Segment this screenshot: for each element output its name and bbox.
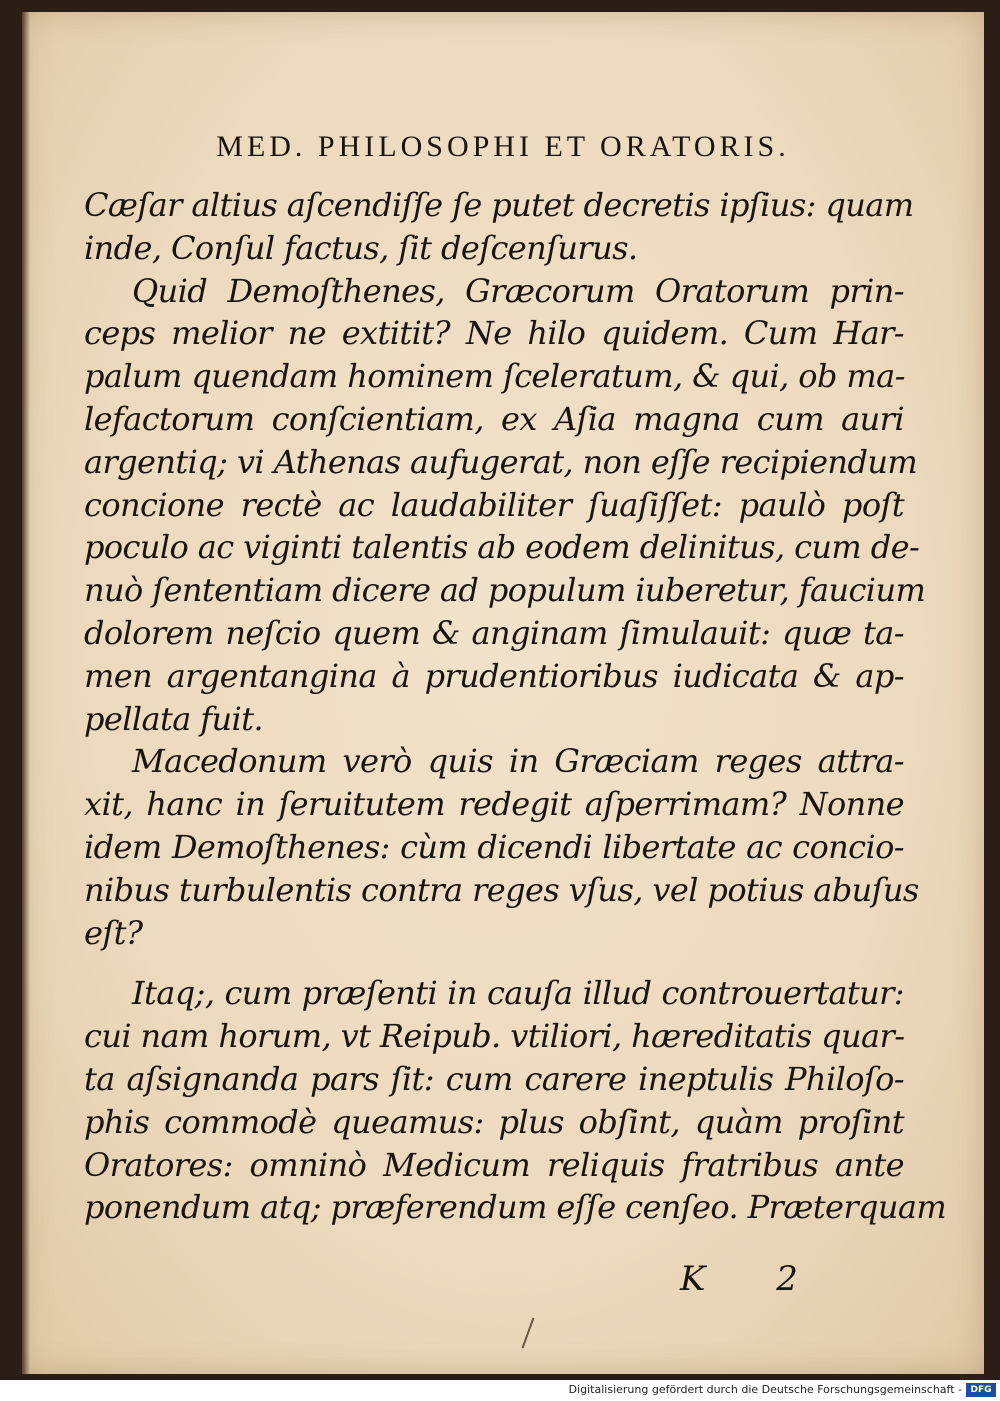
text-line: dolorem neſcio quem & anginam ſimulauit: quæ ta-: [84, 613, 904, 652]
text-line: ceps melior ne extitit? Ne hilo quidem. Cum Har-: [84, 314, 904, 353]
signature-mark: K 2: [680, 1259, 828, 1299]
ink-stroke: [522, 1318, 535, 1349]
text-line: inde, Conſul factus, ſit deſcenſurus.: [84, 228, 638, 267]
footer-credit: Digitalisierung gefördert durch die Deutsche Forschungsgemeinschaft -: [568, 1383, 962, 1396]
text-line: nuò ſententiam dicere ad populum iuberetur, faucium: [84, 571, 926, 610]
text-line: argentiq; vi Athenas aufugerat, non eſſe recipiendum: [84, 442, 918, 481]
text-line: idem Demoſthenes: cùm dicendi libertate ac concio-: [84, 827, 904, 866]
running-head: MED. PHILOSOPHI ET ORATORIS.: [216, 130, 790, 163]
book-page: [22, 12, 984, 1374]
text-line: ta aſsignanda pars ſit: cum carere ineptulis Philoſo-: [84, 1059, 904, 1098]
text-line: eſt?: [84, 913, 143, 952]
text-line: Itaq;, cum præſenti in cauſa illud controuertatur:: [132, 974, 904, 1013]
text-line: xit, hanc in ſeruitutem redegit aſperrimam? Nonne: [84, 785, 904, 824]
text-line: Macedonum verò quis in Græciam reges attra-: [132, 742, 904, 781]
text-line: Oratores: omninò Medicum reliquis fratribus ante: [84, 1145, 904, 1184]
dfg-logo-icon: DFG: [966, 1383, 996, 1397]
footer-bar: [0, 1380, 1000, 1401]
text-line: palum quendam hominem ſceleratum, & qui, ob ma-: [84, 357, 905, 396]
body-text: [84, 184, 947, 1229]
text-line: men argentangina à prudentioribus iudicata & ap-: [84, 656, 904, 695]
text-line: ponendum atq; præferendum eſſe cenſeo. Præterquam: [84, 1188, 947, 1227]
text-line: concione rectè ac laudabiliter ſuaſiſſet: paulò poſt: [84, 485, 904, 524]
text-line: cui nam horum, vt Reipub. vtiliori, hæreditatis quar-: [84, 1017, 905, 1056]
page-edge-shadow: [22, 12, 30, 1374]
text-line: Quid Demoſthenes, Græcorum Oratorum prin-: [132, 271, 904, 310]
text-line: lefactorum conſcientiam, ex Aſia magna cum auri: [84, 399, 904, 438]
text-line: poculo ac viginti talentis ab eodem delinitus, cum de-: [84, 528, 920, 567]
text-line: nibus turbulentis contra reges vſus, vel potius abuſus: [84, 870, 919, 909]
text-line: phis commodè queamus: plus obſint, quàm proſint: [84, 1102, 904, 1141]
text-line: pellata fuit.: [84, 699, 263, 738]
text-line: Cæſar altius aſcendiſſe ſe putet decretis ipſius: quam: [84, 186, 914, 224]
